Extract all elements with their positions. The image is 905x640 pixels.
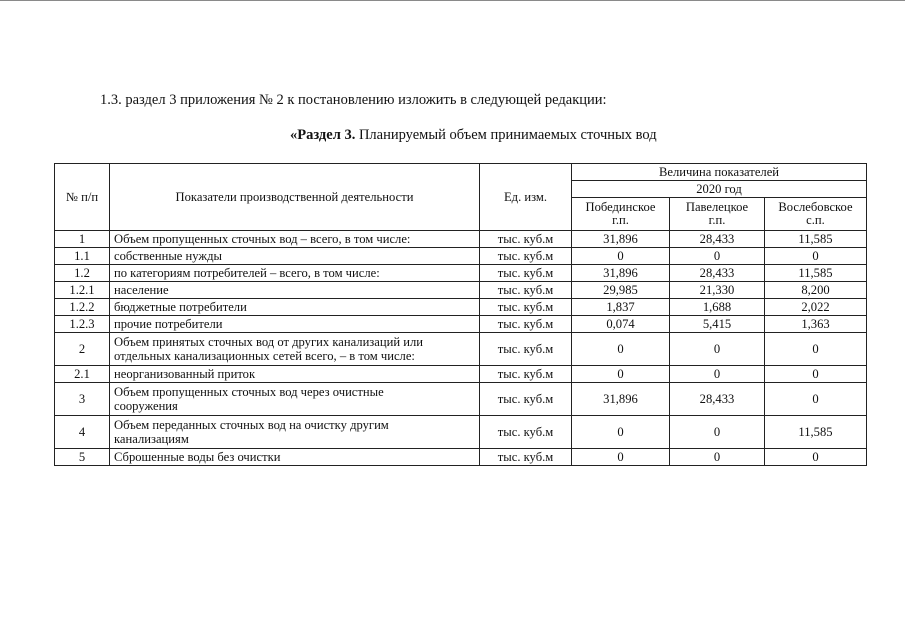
table-row: [55, 366, 867, 383]
header-year: 2020 год: [572, 181, 867, 198]
header-unit: Ед. изм.: [480, 164, 572, 231]
row-num: 1.2.3: [55, 316, 110, 333]
row-value-1: 0: [572, 333, 670, 366]
row-value-2: 5,415: [670, 316, 765, 333]
row-value-2: 0: [670, 248, 765, 265]
header-col-vslebovskoe-line2: с.п.: [806, 213, 825, 227]
row-value-3: 0: [765, 366, 867, 383]
row-indicator-line2: сооружения: [114, 399, 178, 413]
header-num: № п/п: [55, 164, 110, 231]
row-indicator: по категориям потребителей – всего, в том числе:: [110, 265, 480, 282]
header-values-group: Величина показателей: [572, 164, 867, 181]
intro-paragraph: 1.3. раздел 3 приложения № 2 к постановлению изложить в следующей редакции:: [100, 92, 607, 108]
row-indicator: [110, 383, 480, 416]
row-value-1: 1,837: [572, 299, 670, 316]
row-value-3: 0: [765, 449, 867, 466]
row-indicator: [110, 333, 480, 366]
row-num: 2.1: [55, 366, 110, 383]
table-row: [55, 282, 867, 299]
row-value-3: 11,585: [765, 416, 867, 449]
row-unit: тыс. куб.м: [480, 299, 572, 316]
row-unit: тыс. куб.м: [480, 383, 572, 416]
row-indicator: Объем пропущенных сточных вод – всего, в том числе:: [110, 231, 480, 248]
row-indicator-line1: Объем пропущенных сточных вод через очистные: [114, 385, 384, 399]
row-unit: тыс. куб.м: [480, 449, 572, 466]
table-row: [55, 265, 867, 282]
row-indicator: неорганизованный приток: [110, 366, 480, 383]
table-row: [55, 248, 867, 265]
row-num: 5: [55, 449, 110, 466]
wastewater-table: [54, 163, 867, 466]
row-indicator: бюджетные потребители: [110, 299, 480, 316]
row-value-2: 0: [670, 416, 765, 449]
header-indicator: Показатели производственной деятельности: [110, 164, 480, 231]
row-indicator-line2: отдельных канализационных сетей всего, – в том числе:: [114, 349, 415, 363]
row-value-3: 2,022: [765, 299, 867, 316]
row-value-3: 0: [765, 333, 867, 366]
row-value-1: 0: [572, 248, 670, 265]
row-value-1: 0: [572, 416, 670, 449]
table-row: [55, 383, 867, 416]
row-value-2: 28,433: [670, 383, 765, 416]
row-indicator-line2: канализациям: [114, 432, 189, 446]
row-value-1: 29,985: [572, 282, 670, 299]
row-num: 1.1: [55, 248, 110, 265]
row-unit: тыс. куб.м: [480, 248, 572, 265]
row-unit: тыс. куб.м: [480, 416, 572, 449]
row-unit: тыс. куб.м: [480, 316, 572, 333]
section-title-bold: «Раздел 3.: [290, 127, 356, 143]
table-row: [55, 416, 867, 449]
row-num: 1: [55, 231, 110, 248]
header-col-vslebovskoe-line1: Вослебовское: [778, 200, 853, 214]
row-indicator: прочие потребители: [110, 316, 480, 333]
row-value-1: 31,896: [572, 265, 670, 282]
row-value-2: 0: [670, 333, 765, 366]
row-value-2: 0: [670, 366, 765, 383]
row-value-2: 28,433: [670, 231, 765, 248]
row-value-3: 11,585: [765, 231, 867, 248]
row-value-2: 21,330: [670, 282, 765, 299]
row-value-1: 31,896: [572, 383, 670, 416]
table-row: [55, 449, 867, 466]
row-unit: тыс. куб.м: [480, 333, 572, 366]
row-value-2: 1,688: [670, 299, 765, 316]
row-value-3: 11,585: [765, 265, 867, 282]
header-col-paveletskoe-line1: Павелецкое: [685, 200, 749, 214]
row-value-2: 0: [670, 449, 765, 466]
row-unit: тыс. куб.м: [480, 265, 572, 282]
row-indicator: [110, 416, 480, 449]
row-value-1: 0: [572, 366, 670, 383]
row-value-3: 8,200: [765, 282, 867, 299]
row-num: 2: [55, 333, 110, 366]
row-num: 3: [55, 383, 110, 416]
row-indicator-line1: Объем принятых сточных вод от других канализаций или: [114, 335, 424, 349]
row-indicator: население: [110, 282, 480, 299]
row-value-3: 1,363: [765, 316, 867, 333]
row-indicator-line1: Объем переданных сточных вод на очистку другим: [114, 418, 389, 432]
table-row: [55, 231, 867, 248]
header-col-paveletskoe-line2: г.п.: [708, 213, 726, 227]
row-value-1: 31,896: [572, 231, 670, 248]
table-row: [55, 333, 867, 366]
row-unit: тыс. куб.м: [480, 231, 572, 248]
row-value-2: 28,433: [670, 265, 765, 282]
header-col-pobedinskoe-line2: г.п.: [612, 213, 629, 227]
table-row: [55, 316, 867, 333]
header-col-vslebovskoe: [765, 198, 867, 231]
section-title: [290, 127, 657, 144]
page-top-edge: [0, 0, 905, 1]
row-unit: тыс. куб.м: [480, 282, 572, 299]
row-num: 1.2: [55, 265, 110, 282]
header-col-paveletskoe: [670, 198, 765, 231]
row-value-1: 0: [572, 449, 670, 466]
header-row-1: [55, 164, 867, 181]
row-unit: тыс. куб.м: [480, 366, 572, 383]
section-title-rest: Планируемый объем принимаемых сточных вод: [355, 127, 657, 143]
header-col-pobedinskoe-line1: Побединское: [585, 200, 656, 214]
row-indicator: Сброшенные воды без очистки: [110, 449, 480, 466]
table-row: [55, 299, 867, 316]
row-indicator: собственные нужды: [110, 248, 480, 265]
row-num: 1.2.1: [55, 282, 110, 299]
row-num: 4: [55, 416, 110, 449]
row-value-3: 0: [765, 383, 867, 416]
row-value-1: 0,074: [572, 316, 670, 333]
row-num: 1.2.2: [55, 299, 110, 316]
row-value-3: 0: [765, 248, 867, 265]
header-col-pobedinskoe: [572, 198, 670, 231]
